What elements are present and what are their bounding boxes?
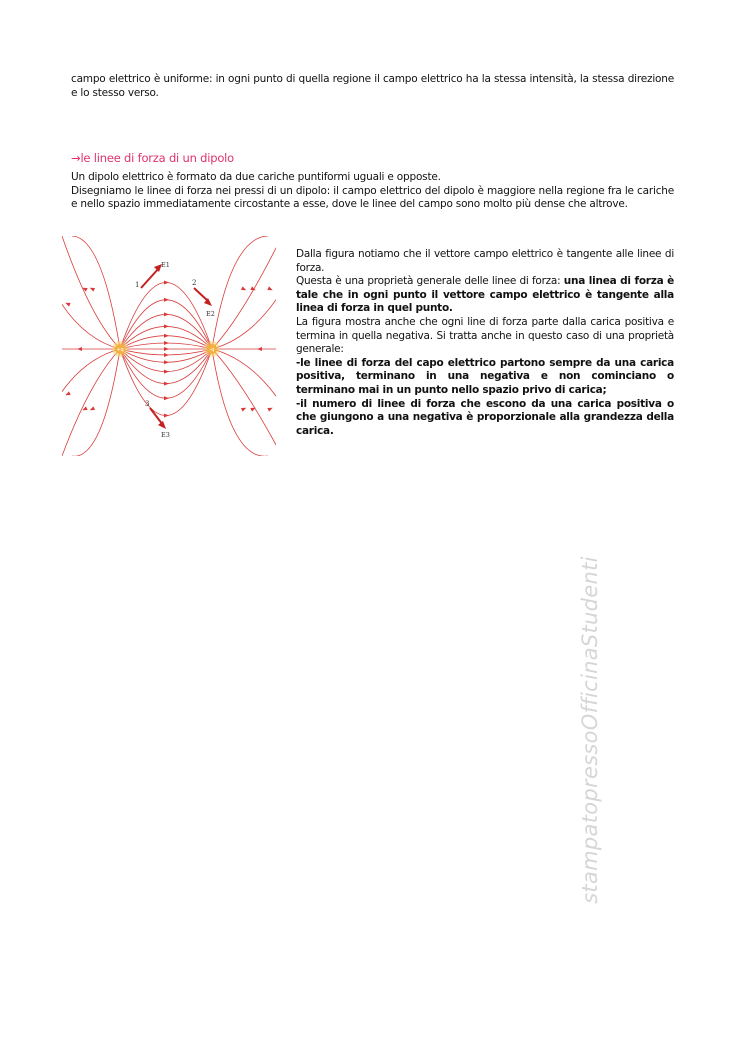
field-line-arrow [164, 298, 169, 302]
field-line-arrow [164, 341, 169, 345]
watermark: stampatopressoOfficinaStudenti [578, 556, 602, 904]
field-line [212, 236, 268, 349]
dipole-field-figure [62, 236, 276, 456]
vector-e2 [194, 288, 212, 306]
field-lines [62, 236, 276, 456]
explanation-p3: La figura mostra anche che ogni line di forza parte dalla carica positiva e termina in quella negativa. Si tratta anche in questo caso di una proprietà generale: [296, 315, 674, 356]
field-line-arrow [164, 347, 169, 351]
field-line [72, 349, 120, 456]
field-line [62, 349, 120, 456]
negative-charge [204, 341, 220, 357]
section-heading-text: le linee di forza di un dipolo [80, 151, 234, 165]
point-3-label: 3 [145, 400, 150, 408]
field-line [120, 300, 212, 349]
field-line [209, 347, 276, 456]
field-line [212, 236, 276, 349]
field-line-arrow [89, 406, 95, 412]
positive-charge [112, 341, 128, 357]
field-line [72, 236, 120, 349]
field-line-arrow [241, 406, 247, 412]
explanation-p1: Dalla figura notiamo che il vettore campo elettrico è tangente alle linee di forza. [296, 248, 674, 274]
negative-charge-label: -q [209, 347, 215, 353]
field-line-arrow [164, 353, 169, 357]
point-1-label: 1 [135, 281, 140, 289]
field-line [62, 349, 120, 456]
field-line-arrow [164, 414, 169, 418]
field-line-arrow [164, 324, 169, 328]
field-line-arrow [267, 286, 273, 292]
explanation-p2 [296, 275, 674, 316]
field-line-arrow [267, 406, 273, 412]
field-line-arrow [64, 301, 70, 307]
positive-charge-label: +q [116, 347, 124, 353]
field-line-arrow [77, 347, 82, 351]
section-heading [71, 151, 234, 165]
field-line-arrow [164, 396, 169, 400]
field-line [62, 236, 120, 349]
field-line [120, 349, 212, 398]
explanation-p5: -il numero di linee di forza che escono da una carica positiva o che giungono a una negativa è proporzionale alla grandezza della carica. [296, 397, 674, 437]
field-line-arrow [164, 382, 169, 386]
field-line-arrow [164, 334, 169, 338]
field-line-arrow [241, 286, 247, 292]
dipole-definition-line1: Un dipolo elettrico è formato da due cariche puntiformi uguali e opposte. [71, 171, 441, 183]
field-line-arrow [164, 312, 169, 316]
field-line-arrow [89, 286, 95, 292]
field-line-arrow [164, 360, 169, 364]
intro-paragraph: campo elettrico è uniforme: in ogni punto di quella regione il campo elettrico ha la stessa intensità, la stessa direzione e lo stesso verso. [71, 73, 674, 99]
field-line-arrow [164, 370, 169, 374]
field-line-arrow [164, 281, 169, 285]
explanation-p4: -le linee di forza del capo elettrico partono sempre da una carica positiva, terminano in una negativa e non cominciano o terminano mai in un punto nello spazio privo di carica; [296, 356, 674, 396]
vector-e1-label: E1 [161, 261, 170, 269]
explanation-column [296, 248, 674, 438]
field-line [209, 347, 276, 456]
point-2-label: 2 [192, 279, 197, 287]
vector-e3 [150, 408, 166, 429]
explanation-p2-bold: una linea di forza è tale che in ogni punto il vettore campo elettrico è tangente alla linea di forza in quel punto. [296, 275, 674, 315]
vector-e2-label: E2 [206, 310, 215, 318]
field-line-arrow [250, 286, 256, 292]
field-line [120, 349, 212, 416]
field-line [212, 236, 276, 349]
field-line-arrow [257, 347, 262, 351]
vector-e3-label: E3 [161, 431, 170, 439]
field-line [62, 236, 120, 349]
explanation-p2-normal: Questa è una proprietà generale delle linee di forza: [296, 275, 564, 288]
field-line-arrow [64, 391, 70, 397]
field-line [209, 347, 268, 456]
dipole-definition [71, 171, 674, 212]
dipole-definition-line2: Disegniamo le linee di forza nei pressi di un dipolo: il campo elettrico del dipolo è maggiore nella regione fra le cariche e nello spazio immediatamente circostante a esse, dove le linee del campo sono molto più dense che altrove. [71, 184, 674, 211]
arrow-icon: → [71, 151, 81, 165]
